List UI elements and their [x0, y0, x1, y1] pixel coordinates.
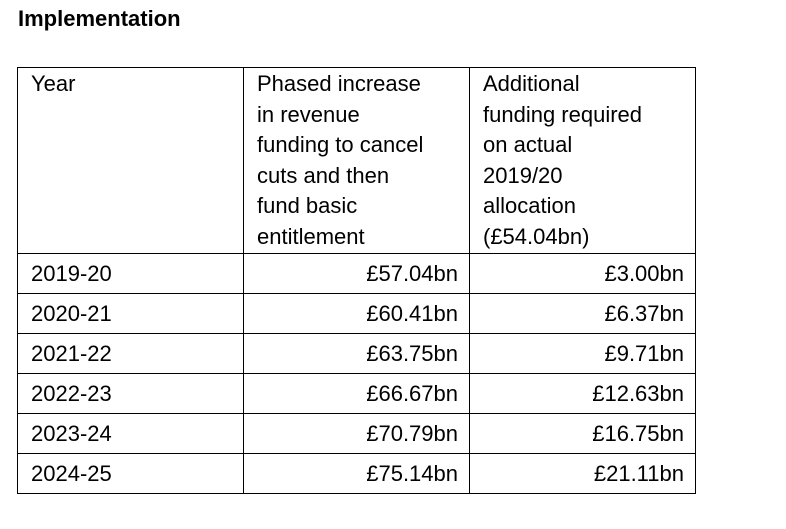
phased-increase-cell: £66.67bn — [244, 374, 470, 414]
header-line: 2019/20 — [483, 162, 563, 188]
header-line: in revenue — [257, 101, 360, 127]
header-line: funding required — [483, 101, 643, 127]
header-line: on actual — [483, 132, 573, 157]
header-line: Year — [31, 71, 76, 96]
header-line: Phased increase — [257, 71, 421, 96]
funding-table — [17, 67, 696, 494]
phased-increase-cell: £70.79bn — [244, 414, 470, 454]
additional-funding-cell: £12.63bn — [470, 374, 696, 414]
table-row — [18, 254, 696, 294]
additional-funding-cell: £21.11bn — [470, 454, 696, 494]
header-line: entitlement — [257, 223, 365, 249]
year-cell: 2020-21 — [18, 294, 244, 334]
year-cell: 2022-23 — [18, 374, 244, 414]
header-line: allocation — [483, 193, 576, 218]
table-row — [18, 414, 696, 454]
column-header-phased-increase — [244, 68, 470, 254]
section-heading: Implementation — [18, 6, 181, 31]
phased-increase-cell: £57.04bn — [244, 254, 470, 294]
year-cell: 2019-20 — [18, 254, 244, 294]
header-line: Additional — [483, 71, 580, 96]
header-line: funding to cancel — [257, 132, 424, 157]
additional-funding-cell: £9.71bn — [470, 334, 696, 374]
additional-funding-cell: £16.75bn — [470, 414, 696, 454]
table-row — [18, 334, 696, 374]
year-cell: 2023-24 — [18, 414, 244, 454]
additional-funding-cell: £3.00bn — [470, 254, 696, 294]
additional-funding-cell: £6.37bn — [470, 294, 696, 334]
column-header-year — [18, 68, 244, 254]
column-header-additional-funding — [470, 68, 696, 254]
table-row — [18, 374, 696, 414]
phased-increase-cell: £63.75bn — [244, 334, 470, 374]
table-row — [18, 454, 696, 494]
year-cell: 2021-22 — [18, 334, 244, 374]
phased-increase-cell: £60.41bn — [244, 294, 470, 334]
header-line: cuts and then — [257, 162, 390, 188]
phased-increase-cell: £75.14bn — [244, 454, 470, 494]
header-line: (£54.04bn) — [483, 223, 590, 249]
header-line: fund basic — [257, 193, 358, 218]
table-header-row — [18, 68, 696, 254]
year-cell: 2024-25 — [18, 454, 244, 494]
table-row — [18, 294, 696, 334]
